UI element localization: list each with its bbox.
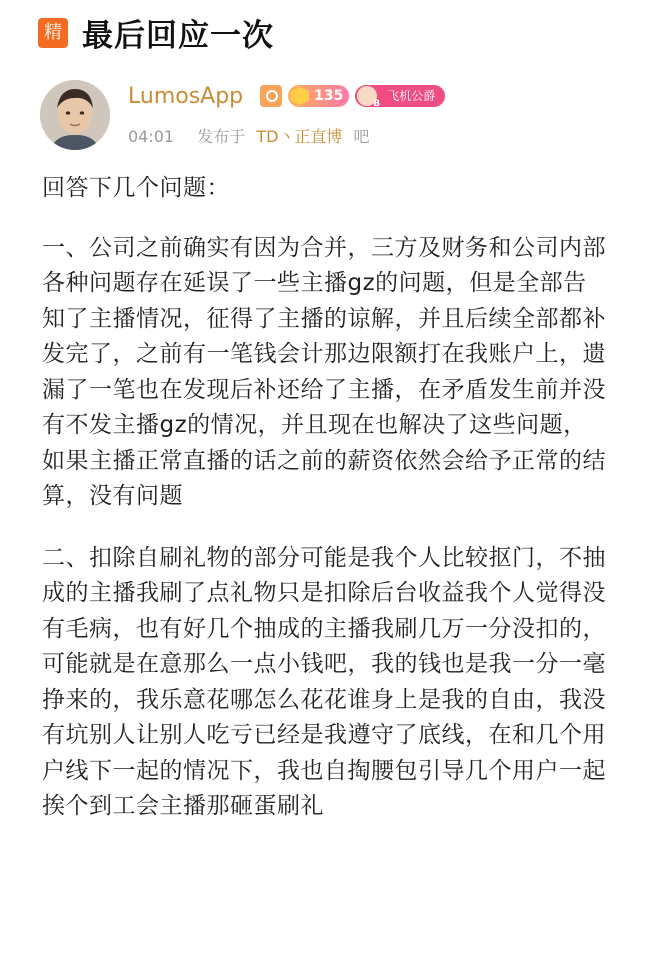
- bar-link[interactable]: TD丶正直博: [256, 127, 343, 146]
- author-avatar[interactable]: [40, 80, 110, 150]
- post-content: [42, 171, 610, 851]
- fan-badge-label: 飞机公爵: [387, 89, 436, 103]
- author-badges: [260, 85, 445, 107]
- level-number: 135: [314, 88, 344, 104]
- posted-in-label: 发布于: [197, 127, 246, 146]
- author-block: [40, 80, 600, 150]
- post-time: 04:01: [128, 127, 175, 146]
- post-intro: 回答下几个问题：: [42, 175, 230, 201]
- avatar-portrait-icon: [40, 80, 110, 150]
- search-badge-icon: [260, 85, 282, 107]
- level-badge: [288, 85, 349, 107]
- post-meta: [128, 124, 370, 147]
- post-paragraph-2: 二、扣除自刷礼物的部分可能是我个人比较抠门，不抽成的主播我刷了点礼物只是扣除后台收益我个人觉得没有毛病，也有好几个抽成的主播我刷几万一分没扣的，可能就是在意那么一点小钱吧，我的钱也是我一分一毫挣来的，我乐意花哪怎么花花谁身上是我的自由，我没有坑别人让别人吃亏已经是我遵守了底线，在和几个用户线下一起的情况下，我也自掏腰包引导几个用户一起挨个到工会主播那砸蛋刷礼: [42, 544, 606, 819]
- level-hex-icon: [291, 87, 309, 105]
- post-paragraph-1: 一、公司之前确实有因为合并，三方及财务和公司内部各种问题存在延误了一些主播gz的问题，但是全部告知了主播情况，征得了主播的谅解，并且后续全部都补发完了，之前有一笔钱会计那边限额打在我账户上，遗漏了一笔也在发现后补还给了主播，在矛盾发生前并没有不发主播gz的情况，并且现在也解决了这些问题，如果主播正常直播的话之前的薪资依然会给予正常的结算，没有问题: [42, 234, 606, 509]
- bar-suffix: 吧: [353, 127, 370, 146]
- fan-badge[interactable]: [355, 85, 445, 107]
- post-title: 最后回应一次: [82, 18, 274, 54]
- post-header: [38, 10, 274, 55]
- featured-badge: 精: [38, 18, 68, 48]
- author-name[interactable]: LumosApp: [128, 84, 244, 109]
- fan-badge-mini-label: B: [373, 99, 381, 109]
